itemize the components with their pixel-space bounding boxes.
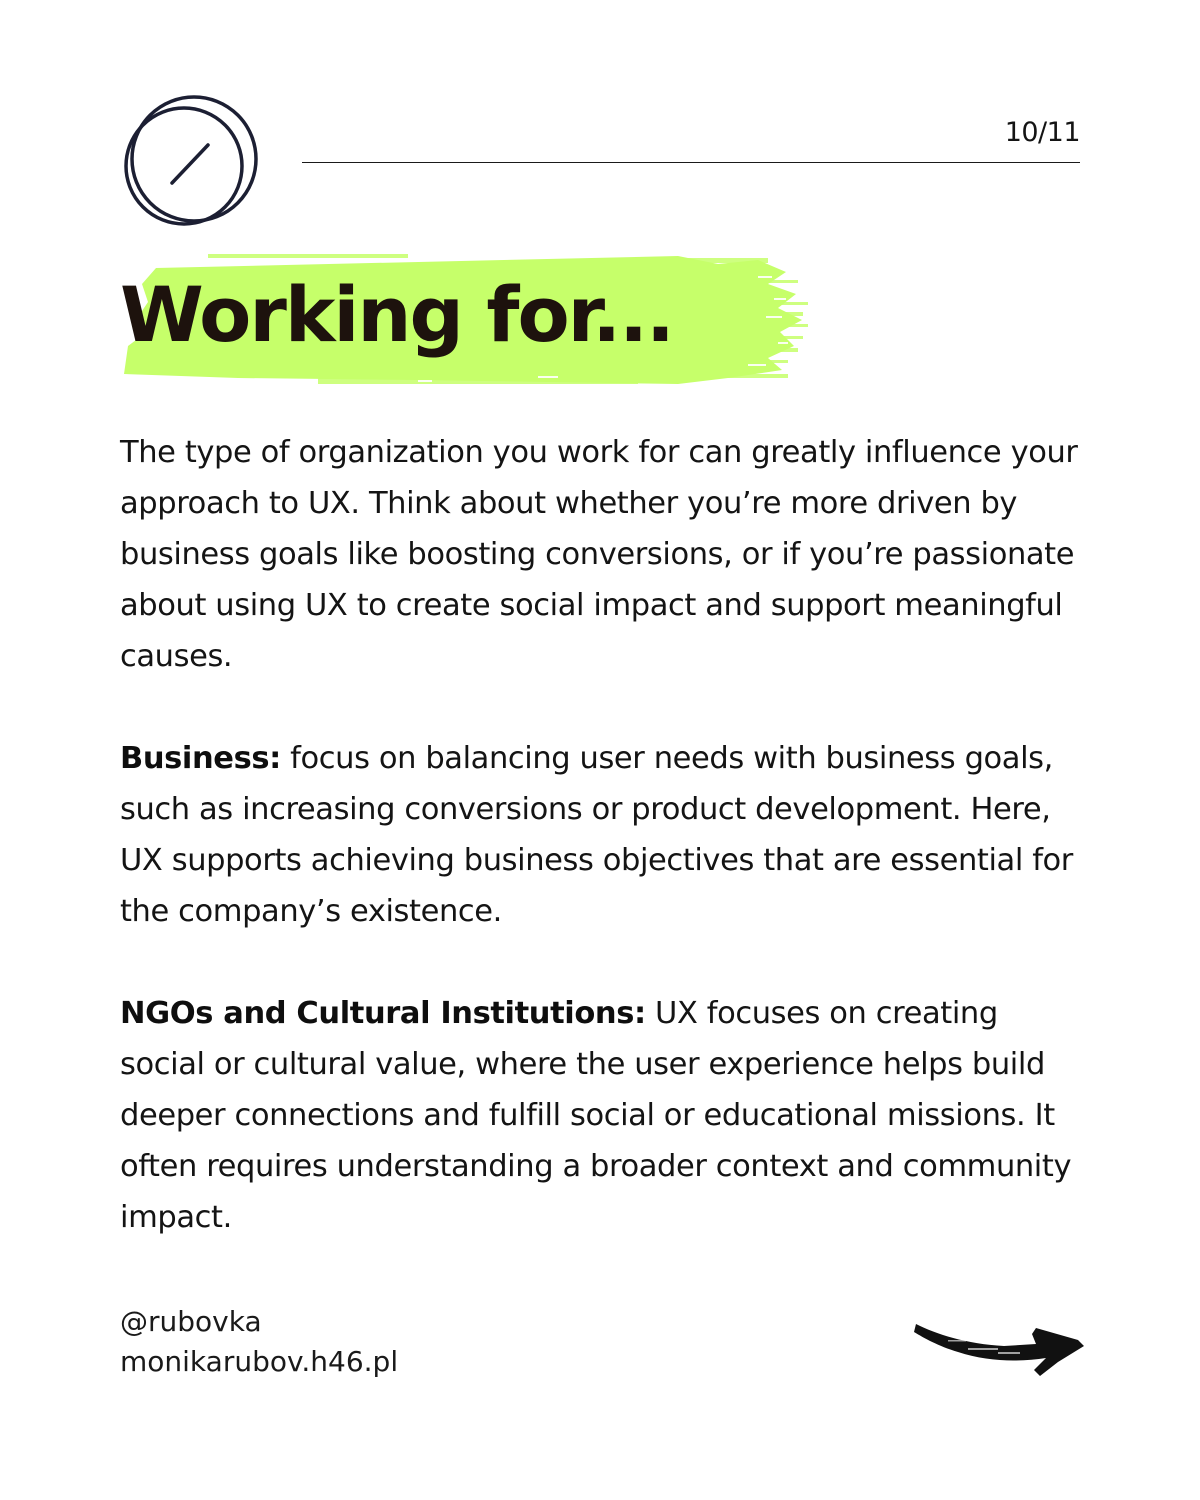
circle-slash-logo-icon [118, 92, 264, 238]
section-text: UX focuses on creating social or cultural value, where the user experience helps build deeper connections and fulfill social or educational missions. It often requires understanding a broader context and community impact. [120, 996, 1072, 1235]
arrow-right-icon [908, 1310, 1088, 1390]
footer [120, 1302, 398, 1382]
section-label: NGOs and Cultural Institutions: [120, 996, 646, 1031]
section-ngos [120, 988, 1080, 1243]
section-label: Business: [120, 741, 281, 776]
page-title: Working for... [120, 270, 673, 359]
intro-paragraph: The type of organization you work for can greatly influence your approach to UX. Think about whether you’re more driven by business goals like boosting conversions, or if you’re passionate about using UX to create social impact and support meaningful causes. [120, 435, 1078, 674]
section-business [120, 733, 1080, 937]
social-handle: @rubovka [120, 1305, 262, 1338]
header-divider [302, 162, 1080, 163]
body-content [120, 427, 1080, 1294]
section-text: focus on balancing user needs with business goals, such as increasing conversions or product development. Here, UX supports achieving business objectives that are essential for the company’s existence. [120, 741, 1073, 929]
website-link: monikarubov.h46.pl [120, 1345, 399, 1378]
page-counter: 10/11 [1004, 117, 1080, 148]
